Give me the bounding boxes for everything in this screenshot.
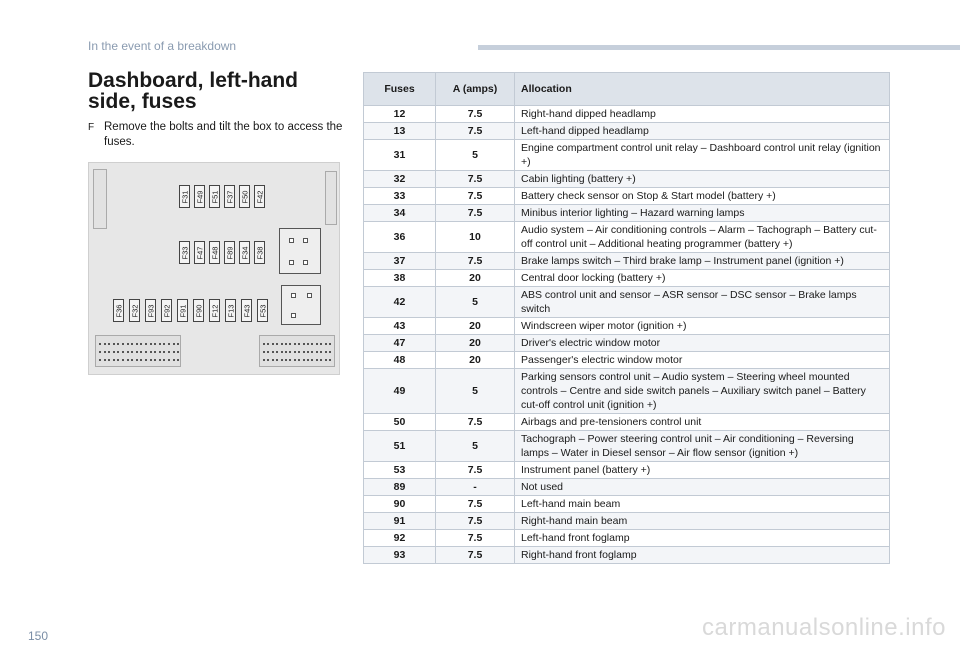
fuse-label: F90 (194, 304, 203, 317)
allocation-cell: Tachograph – Power steering control unit – Air conditioning – Reversing lamps – Water in Diesel sensor – Air flow sensor (ignition +) (515, 431, 890, 462)
amps-cell: 5 (436, 140, 515, 171)
col-header-allocation: Allocation (515, 73, 890, 106)
allocation-cell: Central door locking (battery +) (515, 270, 890, 287)
connector-pin (298, 343, 300, 345)
allocation-cell: Right-hand main beam (515, 513, 890, 530)
connector-pin (113, 359, 115, 361)
allocation-cell: Right-hand front foglamp (515, 547, 890, 564)
page-title: Dashboard, left-hand side, fuses (88, 69, 299, 113)
relay-pin (303, 238, 308, 243)
fuse-label: F32 (130, 304, 139, 317)
connector-pin (320, 359, 322, 361)
connector-pin (127, 359, 129, 361)
connector-pin (311, 351, 313, 353)
fuse-label: F47 (195, 246, 204, 259)
connector-pin (108, 351, 110, 353)
fuse-number-cell: 89 (364, 479, 436, 496)
connector-pin (263, 343, 265, 345)
connector-pin (131, 351, 133, 353)
connector-pin (163, 351, 165, 353)
connector-pin (329, 343, 331, 345)
fuse-slot (161, 299, 172, 322)
connector-pin (316, 343, 318, 345)
connector-pin (131, 343, 133, 345)
amps-cell: 7.5 (436, 496, 515, 513)
fuse-slot (239, 241, 250, 264)
connector-pin (154, 351, 156, 353)
connector-pin (122, 343, 124, 345)
connector-pin (145, 351, 147, 353)
connector-pin (276, 343, 278, 345)
connector-pin (140, 359, 142, 361)
table-row (364, 123, 890, 140)
relay (281, 285, 321, 325)
connector-pin (281, 343, 283, 345)
fuse-label: F31 (180, 190, 189, 203)
fuse-number-cell: 50 (364, 414, 436, 431)
fuse-label: F12 (210, 304, 219, 317)
amps-cell: 5 (436, 369, 515, 414)
connector-pin (329, 359, 331, 361)
fuse-slot (224, 241, 235, 264)
connector-pin (136, 351, 138, 353)
amps-cell: 7.5 (436, 123, 515, 140)
col-header-amps: A (amps) (436, 73, 515, 106)
allocation-cell: Driver's electric window motor (515, 335, 890, 352)
connector-pin (303, 343, 305, 345)
connector-pin (307, 359, 309, 361)
table-row (364, 414, 890, 431)
connector-pin (316, 359, 318, 361)
connector-pin (108, 343, 110, 345)
relay-pin (289, 238, 294, 243)
connector-pin (294, 351, 296, 353)
relay-pin (291, 293, 296, 298)
connector-pin (168, 343, 170, 345)
allocation-cell: Not used (515, 479, 890, 496)
fuse-label: F48 (210, 246, 219, 259)
fuse-number-cell: 36 (364, 222, 436, 253)
allocation-cell: Brake lamps switch – Third brake lamp – Instrument panel (ignition +) (515, 253, 890, 270)
amps-cell: 7.5 (436, 513, 515, 530)
page-number: 150 (28, 629, 49, 643)
connector-pin (267, 359, 269, 361)
allocation-cell: Engine compartment control unit relay – Dashboard control unit relay (ignition +) (515, 140, 890, 171)
instruction-marker-icon: F (88, 122, 95, 133)
connector-pin (168, 359, 170, 361)
fuse-number-cell: 38 (364, 270, 436, 287)
fuse-number-cell: 92 (364, 530, 436, 547)
connector-pin (150, 351, 152, 353)
connector-pin (289, 343, 291, 345)
table-row (364, 106, 890, 123)
allocation-cell: Left-hand main beam (515, 496, 890, 513)
connector-pin (311, 343, 313, 345)
fuse-number-cell: 34 (364, 205, 436, 222)
amps-cell: 7.5 (436, 462, 515, 479)
fuse-label: F37 (225, 190, 234, 203)
fuse-slot (257, 299, 268, 322)
table-row (364, 318, 890, 335)
connector-pin (325, 351, 327, 353)
connector-pin (272, 351, 274, 353)
fuse-number-cell: 53 (364, 462, 436, 479)
fuse-label: F92 (162, 304, 171, 317)
table-row (364, 479, 890, 496)
connector-pin (276, 351, 278, 353)
connector-pin (177, 343, 179, 345)
allocation-cell: Left-hand dipped headlamp (515, 123, 890, 140)
fuse-label: F42 (255, 190, 264, 203)
connector-pin (276, 359, 278, 361)
connector-pin (150, 343, 152, 345)
connector-pin (303, 359, 305, 361)
connector-pin (136, 359, 138, 361)
connector-pin (145, 359, 147, 361)
connector-pin (325, 359, 327, 361)
watermark: carmanualsonline.info (702, 614, 946, 641)
connector-pin (140, 343, 142, 345)
fuse-box-diagram (88, 162, 340, 375)
connector-pin (173, 343, 175, 345)
amps-cell: 7.5 (436, 106, 515, 123)
amps-cell: 7.5 (436, 547, 515, 564)
fuse-label: F91 (178, 304, 187, 317)
allocation-cell: Airbags and pre-tensioners control unit (515, 414, 890, 431)
connector-pin (289, 351, 291, 353)
fuse-number-cell: 32 (364, 171, 436, 188)
connector-pin (285, 351, 287, 353)
fuse-number-cell: 43 (364, 318, 436, 335)
section-header: In the event of a breakdown (88, 39, 237, 53)
table-row (364, 335, 890, 352)
table-row (364, 171, 890, 188)
fuse-label: F50 (240, 190, 249, 203)
amps-cell: 5 (436, 431, 515, 462)
allocation-cell: Windscreen wiper motor (ignition +) (515, 318, 890, 335)
amps-cell: 7.5 (436, 188, 515, 205)
connector-pin (117, 359, 119, 361)
connector-pin (154, 359, 156, 361)
table-row (364, 369, 890, 414)
fuse-number-cell: 42 (364, 287, 436, 318)
connector-pin (173, 351, 175, 353)
connector-pin (263, 351, 265, 353)
connector-pin (303, 351, 305, 353)
connector-pin (122, 359, 124, 361)
col-header-fuses: Fuses (364, 73, 436, 106)
connector (259, 335, 335, 367)
connector-pin (173, 359, 175, 361)
connector-pin (159, 351, 161, 353)
connector-pin (285, 359, 287, 361)
fuse-number-cell: 47 (364, 335, 436, 352)
fuse-slot (194, 241, 205, 264)
fuse-number-cell: 90 (364, 496, 436, 513)
amps-cell: 20 (436, 335, 515, 352)
fuse-number-cell: 37 (364, 253, 436, 270)
table-row (364, 222, 890, 253)
table-row (364, 352, 890, 369)
amps-cell: 20 (436, 270, 515, 287)
connector-pin (281, 351, 283, 353)
connector-pin (140, 351, 142, 353)
fuse-label: F93 (146, 304, 155, 317)
fuse-slot (129, 299, 140, 322)
fuse-label: F33 (180, 246, 189, 259)
table-row (364, 496, 890, 513)
connector-pin (177, 359, 179, 361)
fuse-number-cell: 48 (364, 352, 436, 369)
connector-pin (267, 343, 269, 345)
connector-pin (150, 359, 152, 361)
connector-pin (154, 343, 156, 345)
relay-pin (307, 293, 312, 298)
connector-pin (316, 351, 318, 353)
connector-pin (127, 343, 129, 345)
table-row (364, 547, 890, 564)
fuse-slot (224, 185, 235, 208)
table-row (364, 513, 890, 530)
fuse-slot (225, 299, 236, 322)
amps-cell: 7.5 (436, 414, 515, 431)
fuse-number-cell: 13 (364, 123, 436, 140)
allocation-cell: Minibus interior lighting – Hazard warning lamps (515, 205, 890, 222)
fuse-slot (194, 185, 205, 208)
allocation-cell: Passenger's electric window motor (515, 352, 890, 369)
relay-pin (303, 260, 308, 265)
fuse-slot (209, 185, 220, 208)
allocation-cell: Cabin lighting (battery +) (515, 171, 890, 188)
allocation-cell: ABS control unit and sensor – ASR sensor – DSC sensor – Brake lamps switch (515, 287, 890, 318)
amps-cell: 20 (436, 318, 515, 335)
table-row (364, 462, 890, 479)
connector-pin (311, 359, 313, 361)
connector-pin (163, 343, 165, 345)
allocation-cell: Right-hand dipped headlamp (515, 106, 890, 123)
amps-cell: 7.5 (436, 530, 515, 547)
connector-pin (131, 359, 133, 361)
fuse-number-cell: 49 (364, 369, 436, 414)
instruction-text: Remove the bolts and tilt the box to access the fuses. (104, 121, 343, 148)
table-row (364, 253, 890, 270)
connector-pin (108, 359, 110, 361)
connector-pin (294, 343, 296, 345)
fuse-label: F89 (225, 246, 234, 259)
connector-pin (122, 351, 124, 353)
connector-pin (99, 343, 101, 345)
fuse-slot (179, 185, 190, 208)
table-row (364, 140, 890, 171)
side-bracket (325, 171, 337, 225)
table-row (364, 205, 890, 222)
fuse-slot (254, 241, 265, 264)
amps-cell: 10 (436, 222, 515, 253)
connector-pin (117, 343, 119, 345)
amps-cell: 7.5 (436, 253, 515, 270)
connector-pin (113, 343, 115, 345)
connector-pin (104, 359, 106, 361)
table-row (364, 287, 890, 318)
fuse-label: F38 (255, 246, 264, 259)
connector-pin (104, 343, 106, 345)
connector-pin (177, 351, 179, 353)
instruction (88, 120, 348, 150)
fuse-number-cell: 12 (364, 106, 436, 123)
fuse-number-cell: 93 (364, 547, 436, 564)
fuse-number-cell: 51 (364, 431, 436, 462)
fuse-slot (209, 241, 220, 264)
allocation-cell: Battery check sensor on Stop & Start model (battery +) (515, 188, 890, 205)
connector-pin (320, 343, 322, 345)
connector-pin (113, 351, 115, 353)
connector-pin (99, 351, 101, 353)
connector-pin (307, 351, 309, 353)
amps-cell: 20 (436, 352, 515, 369)
connector-pin (117, 351, 119, 353)
connector-pin (159, 343, 161, 345)
connector-pin (329, 351, 331, 353)
table-row (364, 431, 890, 462)
connector-pin (294, 359, 296, 361)
connector-pin (307, 343, 309, 345)
fuse-label: F53 (258, 304, 267, 317)
connector-pin (99, 359, 101, 361)
table-row (364, 188, 890, 205)
fuse-slot (193, 299, 204, 322)
fuse-table-wrap (363, 72, 890, 564)
header-bar (478, 45, 960, 50)
fuse-number-cell: 31 (364, 140, 436, 171)
allocation-cell: Instrument panel (battery +) (515, 462, 890, 479)
connector-pin (267, 351, 269, 353)
fuse-number-cell: 33 (364, 188, 436, 205)
connector-pin (285, 343, 287, 345)
connector-pin (325, 343, 327, 345)
connector-pin (168, 351, 170, 353)
relay (279, 228, 321, 274)
connector-pin (298, 351, 300, 353)
allocation-cell: Parking sensors control unit – Audio system – Steering wheel mounted controls – Centre and side switch panels – Auxiliary switch panel – Battery cut-off control unit (ignition +) (515, 369, 890, 414)
relay-pin (289, 260, 294, 265)
fuse-label: F51 (210, 190, 219, 203)
fuse-slot (179, 241, 190, 264)
connector-pin (289, 359, 291, 361)
connector-pin (127, 351, 129, 353)
connector-pin (272, 359, 274, 361)
amps-cell: 7.5 (436, 171, 515, 188)
amps-cell: - (436, 479, 515, 496)
connector-pin (263, 359, 265, 361)
table-header-row (364, 73, 890, 106)
fuse-slot (145, 299, 156, 322)
amps-cell: 5 (436, 287, 515, 318)
connector-pin (145, 343, 147, 345)
fuse-label: F13 (226, 304, 235, 317)
connector-pin (104, 351, 106, 353)
connector-pin (298, 359, 300, 361)
connector-pin (320, 351, 322, 353)
fuse-slot (241, 299, 252, 322)
connector-pin (281, 359, 283, 361)
amps-cell: 7.5 (436, 205, 515, 222)
fuse-label: F36 (114, 304, 123, 317)
table-row (364, 270, 890, 287)
fuse-label: F49 (195, 190, 204, 203)
fuse-slot (177, 299, 188, 322)
allocation-cell: Audio system – Air conditioning controls – Alarm – Tachograph – Battery cut-off control unit – Additional heating programmer (battery +) (515, 222, 890, 253)
fuse-slot (209, 299, 220, 322)
side-bracket (93, 169, 107, 229)
allocation-cell: Left-hand front foglamp (515, 530, 890, 547)
table-row (364, 530, 890, 547)
fuse-label: F34 (240, 246, 249, 259)
connector-pin (272, 343, 274, 345)
fuse-slot (239, 185, 250, 208)
fuse-label: F43 (242, 304, 251, 317)
fuse-slot (113, 299, 124, 322)
connector-pin (163, 359, 165, 361)
relay-pin (291, 313, 296, 318)
fuse-table (363, 72, 890, 564)
connector-pin (136, 343, 138, 345)
fuse-slot (254, 185, 265, 208)
connector-pin (159, 359, 161, 361)
fuse-number-cell: 91 (364, 513, 436, 530)
